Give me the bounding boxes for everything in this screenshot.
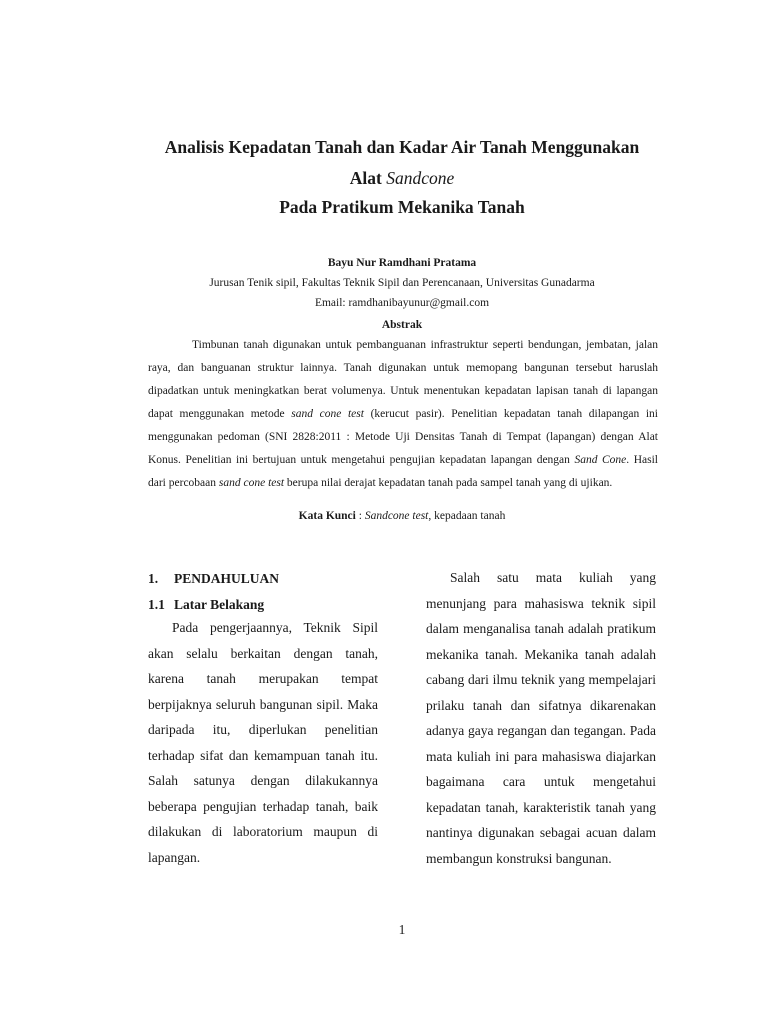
paper-title-line-2 bbox=[0, 166, 768, 190]
author-name: Bayu Nur Ramdhani Pratama bbox=[327, 257, 477, 269]
title-text-2: Alat bbox=[349, 168, 387, 188]
subsection-title: Latar Belakang bbox=[174, 597, 265, 612]
title-text-1: Analisis Kepadatan Tanah dan Kadar Air Tanah Menggunakan bbox=[164, 137, 640, 157]
keywords-label: Kata Kunci bbox=[298, 510, 356, 522]
abstract-body bbox=[148, 334, 658, 495]
abstract-heading: Abstrak bbox=[381, 319, 423, 331]
keywords-italic: Sandcone test bbox=[364, 510, 429, 522]
abstract-italic-1: sand cone test bbox=[291, 408, 364, 420]
abstract-text-4: berupa nilai derajat kepadatan tanah pada sampel tanah yang di ujikan. bbox=[284, 477, 613, 489]
paper-title-line-3 bbox=[0, 195, 768, 219]
keywords-line bbox=[0, 508, 768, 524]
paper-title-line-1 bbox=[0, 135, 768, 159]
abstract-text-1: Timbunan tanah digunakan untuk pembanguanan infrastruktur seperti bendungan, jembatan, jalan raya, dan banguanan struktur lainnya. Tanah digunakan untuk memopang bangunan tersebut haruslah dipadatkan untuk meningkatkan berat volumenya. Untuk menentukan kepadatan lapisan tanah di lapangan dapat menggunakan metode bbox=[148, 339, 658, 420]
abstract-text-2: (kerucut pasir). Penelitian kepadatan tanah dilapangan ini menggunakan pedoman (SNI 2828:2011 : Metode Uji Densitas Tanah di Tempat (lapangan) dengan Alat Konus. Penelitian ini bertujuan untuk mengetahui pengujian kepadatan lapangan dengan bbox=[148, 408, 658, 466]
left-column-paragraph: Pada pengerjaannya, Teknik Sipil akan selalu berkaitan dengan tanah, karena tanah merupakan tempat berpijaknya seluruh bangunan sipil. Maka daripada itu, diperlukan penelitian terhadap sifat dan kemampuan tanah itu. Salah satunya dengan dilakukannya beberapa pengujian terhadap tanah, baik dilakukan di laboratorium maupun di lapangan. bbox=[148, 620, 378, 865]
keywords-separator: : bbox=[355, 510, 365, 522]
author-email: Email: ramdhanibayunur@gmail.com bbox=[314, 297, 490, 309]
right-column-paragraph: Salah satu mata kuliah yang menunjang para mahasiswa teknik sipil dalam menganalisa tanah adalah pratikum mekanika tanah. Mekanika tanah adalah cabang dari ilmu teknik yang mempelajari prilaku tanah dan sifatnya dikarenakan adanya gaya regangan dan tegangan. Pada mata kuliah ini para mahasiswa diajarkan bagaimana cara untuk mengetahui kepadatan tanah, karakteristik tanah yang nantinya digunakan sebagai acuan dalam membangun konstruksi bangunan. bbox=[426, 570, 656, 866]
section-title: PENDAHULUAN bbox=[174, 571, 280, 586]
author-affiliation: Jurusan Tenik sipil, Fakultas Teknik Sipil dan Perencanaan, Universitas Gunadarma bbox=[209, 277, 595, 289]
subsection-heading-latar-belakang bbox=[148, 596, 264, 614]
section-number: 1. bbox=[148, 571, 159, 586]
keywords-rest: , kepadaan tanah bbox=[428, 510, 506, 522]
abstract-italic-3: sand cone test bbox=[218, 477, 285, 489]
title-text-3: Pada Pratikum Mekanika Tanah bbox=[279, 197, 525, 217]
title-italic-sandcone: Sandcone bbox=[386, 168, 455, 188]
page-number: 1 bbox=[398, 922, 406, 937]
section-heading-pendahuluan bbox=[148, 570, 279, 588]
abstract-italic-2: Sand Cone bbox=[574, 454, 627, 466]
subsection-number: 1.1 bbox=[148, 597, 165, 612]
abstract-text-3: . Hasil dari percobaan bbox=[148, 454, 658, 489]
